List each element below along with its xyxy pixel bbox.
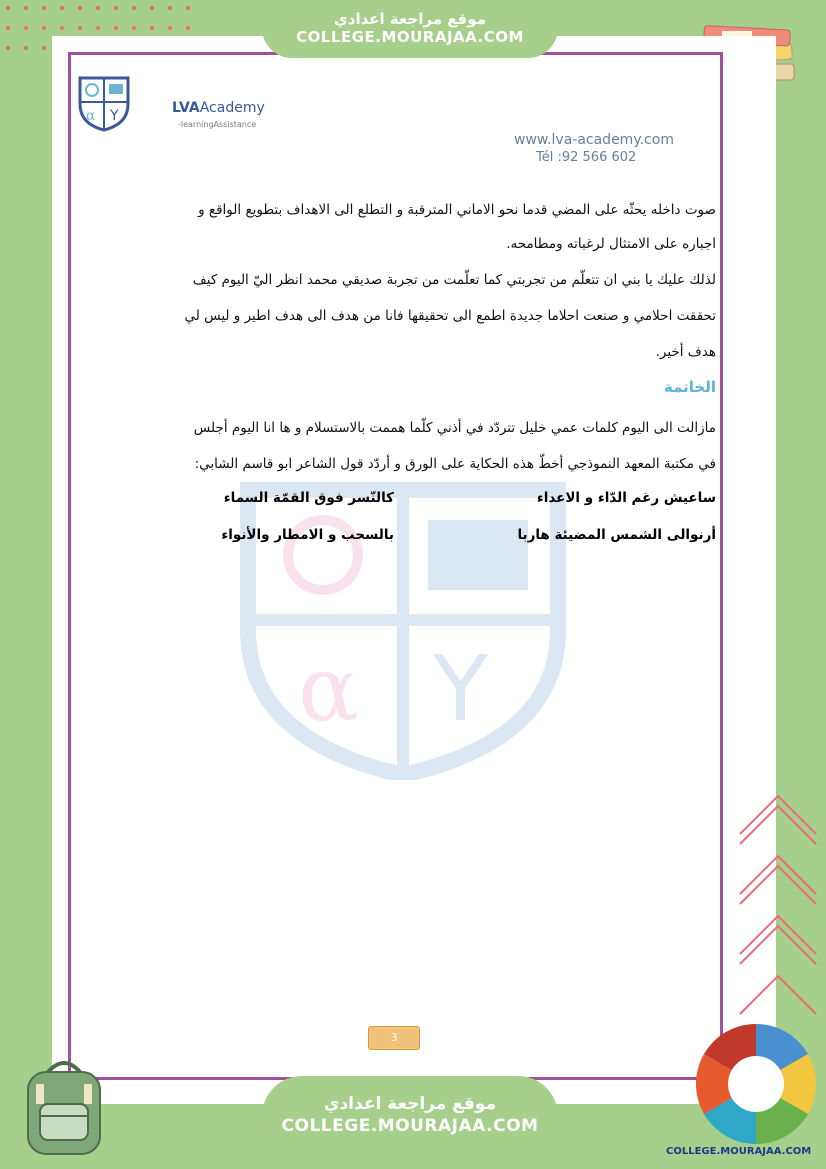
brand-name xyxy=(172,100,265,116)
decorative-dot xyxy=(42,26,46,30)
svg-text:Y: Y xyxy=(433,637,488,742)
decorative-dot xyxy=(150,6,154,10)
conclusion-paragraph xyxy=(116,420,716,480)
top-banner-url[interactable]: COLLEGE.MOURAJAA.COM xyxy=(296,28,524,46)
lva-logo-icon xyxy=(76,74,132,132)
decorative-dot xyxy=(60,26,64,30)
bottom-banner xyxy=(262,1076,558,1169)
decorative-dot xyxy=(114,26,118,30)
website-link[interactable]: www.lva-academy.com xyxy=(514,132,674,148)
decorative-dot xyxy=(24,26,28,30)
decorative-dot xyxy=(96,6,100,10)
decorative-dot xyxy=(186,26,190,30)
decorative-dot xyxy=(150,26,154,30)
poem-verse-right: أرنوالى الشمس المضيئة هاربا xyxy=(517,527,716,543)
decorative-dot xyxy=(96,26,100,30)
decorative-dot xyxy=(24,46,28,50)
svg-text:α: α xyxy=(298,637,359,742)
poem-verse-right: ساعيش رغم الدّاء و الاعداء xyxy=(536,490,716,506)
backpack-icon xyxy=(14,1054,114,1158)
decorative-dot xyxy=(60,6,64,10)
conclusion-line: في مكتبة المعهد النموذجي أخطّ هذه الحكاية على الورق و أردّد قول الشاعر ابو قاسم الشابي: xyxy=(194,456,716,472)
svg-text:α: α xyxy=(86,108,96,124)
watermark-logo xyxy=(238,480,568,780)
body-paragraph xyxy=(116,202,716,372)
decorative-dot xyxy=(42,6,46,10)
decorative-dot xyxy=(132,26,136,30)
bottom-banner-url[interactable]: COLLEGE.MOURAJAA.COM xyxy=(281,1116,539,1136)
decorative-dot xyxy=(186,6,190,10)
body-line: لذلك عليك يا بني ان تتعلّم من تجربتي كما تعلّمت من تجربة صديقي محمد انظر اليّ اليوم كيف xyxy=(192,272,716,288)
decorative-dot xyxy=(6,26,10,30)
decorative-dot xyxy=(132,6,136,10)
svg-text:Y: Y xyxy=(110,108,119,124)
decorative-dot xyxy=(114,6,118,10)
corner-site-label: COLLEGE.MOURAJAA.COM xyxy=(666,1146,812,1157)
body-line: هدف أخير. xyxy=(655,344,716,360)
chevrons-up-icon xyxy=(736,790,820,1020)
body-line: صوت داخله يحثّه على المضي قدما نحو الاماني المترقبة و التطلع الى الاهداف بتطويع الواقع و xyxy=(198,202,716,218)
brand-name-rest: Academy xyxy=(199,100,265,116)
poem-verse-left: بالسحب و الامطار والأنواء xyxy=(221,527,394,543)
school-subjects-wheel-icon xyxy=(694,1022,818,1146)
brand-name-bold: LVA xyxy=(172,100,200,116)
brand-tagline: -learningAssistance xyxy=(178,120,257,129)
decorative-dot xyxy=(168,6,172,10)
top-banner xyxy=(262,0,558,58)
decorative-dot xyxy=(78,6,82,10)
section-heading: الخاتمة xyxy=(663,378,716,396)
top-banner-arabic: موقع مراجعة اعدادي xyxy=(334,10,486,28)
decorative-dot xyxy=(6,6,10,10)
body-line: تحققت احلامي و صنعت احلاما جديدة اطمع الى تحقيقها فانا من هدف الى هدف اطير و ليس لي xyxy=(184,308,716,324)
decorative-dot xyxy=(24,6,28,10)
bottom-banner-arabic: موقع مراجعة اعدادي xyxy=(323,1094,497,1114)
phone-number: Tél :92 566 602 xyxy=(536,150,637,165)
conclusion-line: مازالت الى اليوم كلمات عمي خليل تتردّد في أذني كلّما هممت بالاستسلام و ها انا اليوم أجلس xyxy=(193,420,716,436)
body-line: اجباره على الامتثال لرغباته ومطامحه. xyxy=(506,236,716,252)
poem-verse-left: كالنّسر فوق القمّة السماء xyxy=(223,490,394,506)
decorative-dot xyxy=(42,46,46,50)
decorative-dot xyxy=(168,26,172,30)
decorative-dot xyxy=(78,26,82,30)
decorative-dot xyxy=(6,46,10,50)
page-number: 3 xyxy=(368,1026,420,1050)
